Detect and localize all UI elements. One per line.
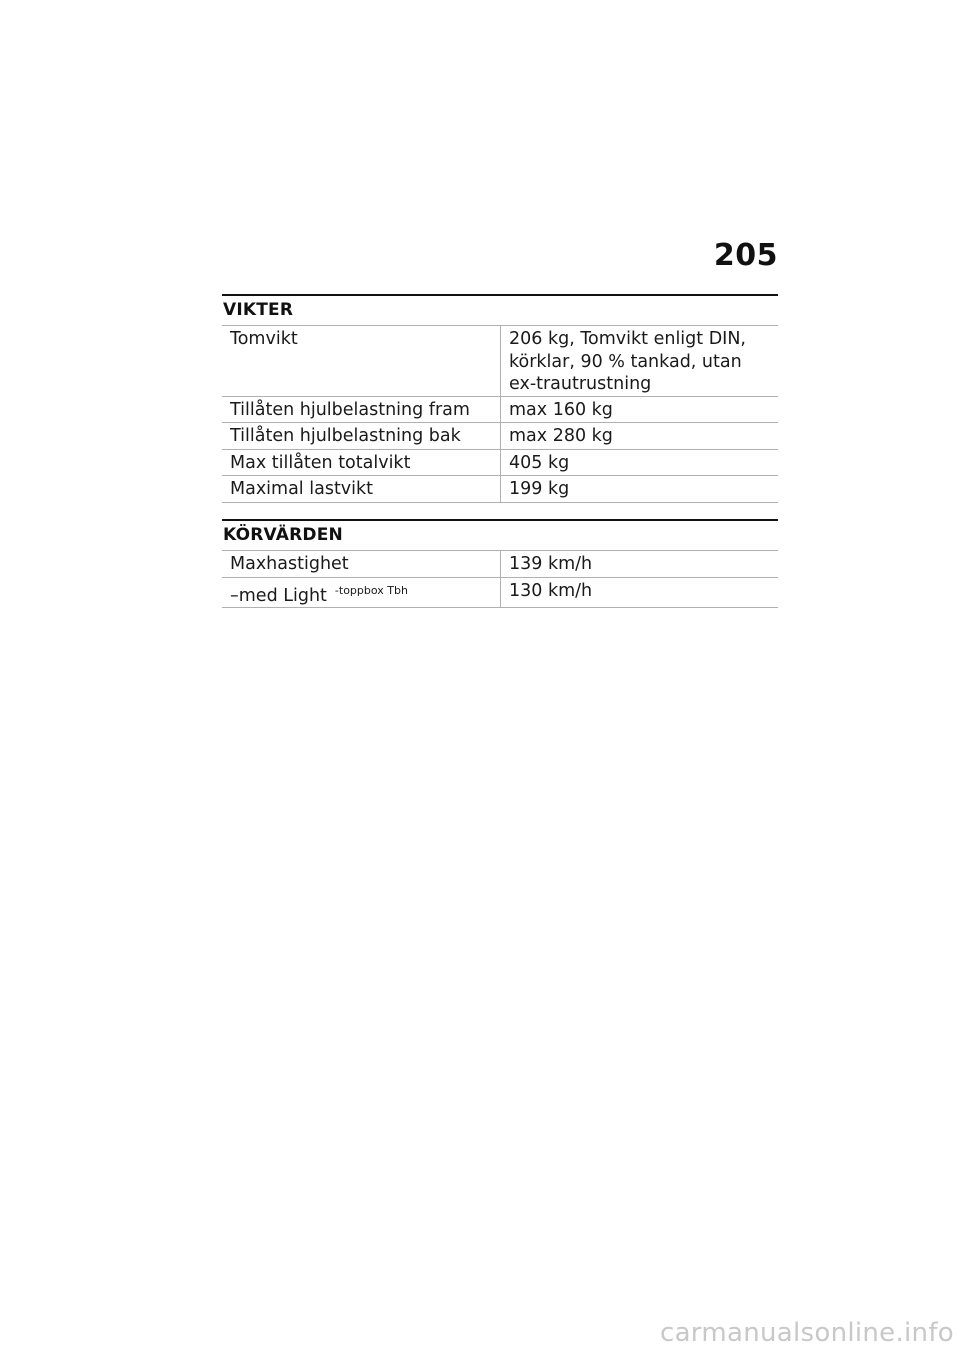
row-value: 130 km/h	[501, 577, 779, 608]
row-label: Maximal lastvikt	[222, 476, 501, 503]
page-number: 205	[713, 238, 778, 273]
vikter-title: VIKTER	[223, 300, 294, 320]
row-label: Tomvikt	[222, 326, 501, 397]
row-label-cell	[222, 577, 501, 608]
korvarden-title: KÖRVÄRDEN	[223, 525, 343, 545]
vikter-section	[222, 294, 778, 503]
vikter-table	[222, 325, 778, 503]
table-row	[222, 551, 778, 578]
table-row	[222, 423, 778, 450]
row-value: max 160 kg	[501, 396, 779, 423]
row-label: Max tillåten totalvikt	[222, 449, 501, 476]
korvarden-section	[222, 519, 778, 608]
watermark: carmanualsonline.info	[659, 1318, 954, 1348]
option-superscript: -toppbox Tbh	[334, 583, 408, 597]
row-value: 199 kg	[501, 476, 779, 503]
row-label: Maxhastighet	[222, 551, 501, 578]
row-value: 206 kg, Tomvikt enligt DIN, körklar, 90 % tankad, utan ex-trautrustning	[501, 326, 779, 397]
row-label: Tillåten hjulbelastning bak	[222, 423, 501, 450]
row-value: 139 km/h	[501, 551, 779, 578]
table-row	[222, 577, 778, 608]
row-label: –med Light	[230, 585, 327, 606]
table-row	[222, 449, 778, 476]
row-label: Tillåten hjulbelastning fram	[222, 396, 501, 423]
row-value: 405 kg	[501, 449, 779, 476]
table-row	[222, 326, 778, 397]
table-row	[222, 396, 778, 423]
row-value: max 280 kg	[501, 423, 779, 450]
korvarden-table	[222, 550, 778, 608]
table-row	[222, 476, 778, 503]
